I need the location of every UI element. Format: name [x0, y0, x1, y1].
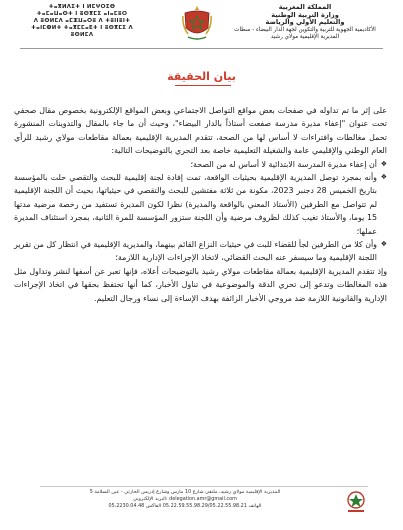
list-item-text: وأن كلا من الطرفين لجأ للقضاء للبت في حيثيات النزاع القائم بينهما، والمديرية الإقليمية في انتظار كل من تقرير اللجنة الإقليمية وما سيسفر عنه البحث القضائي، لاتخاذ الإجراءات الإدارية اللازمة؛ [14, 240, 377, 263]
title-underline [175, 85, 231, 86]
footer-phone: الهاتف 05.22.59.55.98.29/05.22.55.98.21 الفاكس 05.2230.04.48 [108, 502, 262, 509]
academy-line: الأكاديمية الجهوية للتربية والتكوين لجهة الدار البيضاء - سطات [234, 26, 376, 33]
letterhead-arabic [221, 4, 389, 42]
ministry-logo-icon [342, 489, 370, 515]
checkbox-bullet-icon: ❖ [380, 240, 387, 249]
directorate-line: المديرية الإقليمية مولاي رشيد [270, 34, 340, 41]
list-item-text: وأنه بمجرد توصل المديرية الإقليمية بحيثيات الواقعة، تمت إفادة لجنة إقليمية للبحث والتقصي حلت بالمؤسسة بتاريخ الخميس 28 دجنبر 2023، مكونة من ثلاثة مفتشين للبحث والتقصي في حيثياتها، بحيث أن اللجنة الإقليمية لم تتواصل مع الطرفين (الأستاذ المعني بالواقعة والمديرة) نظرا لكون المديرة تستفيد من رخصة مرضية مدتها 15 يوما، والأستاذ تغيب كذلك لظروف مرضية وأن اللجنة ستزور المؤسسة للمرة الثانية، بمجرد استئناف المديرة عملها؛ [14, 173, 377, 236]
ministry-line-1: وزارة التربية الوطنية [271, 10, 339, 19]
document-title: بيان الحقيقة [167, 70, 236, 83]
checkbox-bullet-icon: ❖ [380, 173, 387, 182]
letterhead [0, 0, 403, 62]
tifinagh-line-4: ⵜⴰⵏⵎⵀⵍⵜ ⵜⴰⴳⵎⵎⴰⴹⵜ ⵏ ⵓⵙⴳⵎⵉ ⴷ ⵓⵙⵍⵎⴷ [31, 25, 133, 38]
letterhead-divider [20, 48, 383, 49]
list-item [14, 238, 387, 265]
tifinagh-line-1: ⵜⴰⴳⵍⴷⵉⵜ ⵏ ⵍⵎⵖⵔⵉⴱ [48, 4, 116, 10]
tifinagh-line-3: ⴷ ⵓⵙⵍⵎⴷ ⴰⵎⵣⵡⴰⵔⵓ ⴷ ⵜⵓⵏⵏⵓⵏⵜ [33, 18, 131, 24]
checkbox-bullet-icon: ❖ [380, 159, 387, 168]
footer-divider [40, 486, 368, 487]
kingdom-line: المملكة المغربية [278, 3, 332, 11]
clarification-list [14, 158, 387, 265]
moroccan-coat-of-arms-icon [182, 4, 212, 42]
list-item [14, 158, 387, 171]
list-item-text: أن إعفاء مديرة المدرسة الابتدائية لا أساس له من الصحة؛ [190, 159, 377, 169]
intro-paragraph: على إثر ما تم تداوله في صفحات بعض مواقع التواصل الاجتماعي وبعض المواقع الإلكترونية بخصوص مقال صحفي تحت عنوان "إعفاء مديرة مدرسة صفعت أستاذاً بالدار البيضاء"، وحيث أن ما جاء بالمقال والتدوينات المنشورة تحمل مغالطات وافتراءات لا أساس لها من الصحة، تتقدم المديرية الإقليمية بعمالة مقاطعات مولاي رشيد للرأي العام الوطني والإقليمي عامة والشغيلة التعليمية خاصة بعد التحري بالتوضيحات التالية: [14, 106, 387, 156]
letterhead-tifinagh [22, 4, 142, 39]
document-body [14, 104, 387, 305]
closing-paragraph: وإذ تتقدم المديرية الإقليمية بعمالة مقاطعات مولاي رشيد بالتوضيحات أعلاه، فإنها تعبر عن أسفها لنشر وتداول مثل هذه المغالطات وتدعو إلى تحري الدقة والموضوعية في تناول الأخبار، كما أنها تحتفظ بحقها في اتخاذ الإجراءات الإدارية والقانونية اللازمة ضد مروجي الأخبار الزائفة بهدف الإساءة إلى نساء ورجال التعليم. [14, 266, 387, 303]
ministry-line-2: والتعليم الأولي والرياضة [265, 18, 345, 27]
footer-email: delegation.amr@gmail.com :البريد الإلكتروني [133, 495, 237, 502]
list-item [14, 171, 387, 238]
footer-contact [40, 489, 330, 509]
footer-address: المديرية الإقليمية مولاي رشيد، ملتقى شارع 10 مارس وشارع إدريس الحارثي - عين السلامة 5 [89, 489, 281, 495]
tifinagh-line-2: ⵜⴰⵎⴰⵡⴰⵙⵜ ⵏ ⵓⵙⴳⵎⵉ ⴰⵏⴰⵎⵓⵔ [36, 11, 128, 17]
